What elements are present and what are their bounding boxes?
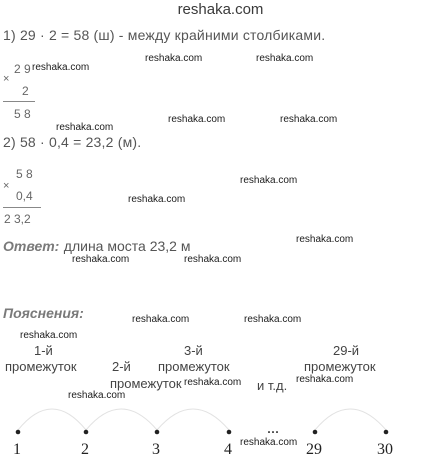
multiply-sign-2: ×	[3, 180, 10, 192]
explanation-label: Пояснения:	[3, 305, 84, 321]
watermark: reshaka.com	[280, 114, 338, 125]
answer-label: Ответ:	[3, 238, 60, 254]
post-label-3: 3	[152, 441, 160, 458]
segment-1-word: промежуток	[5, 359, 77, 374]
segment-3-number: 3-й	[184, 343, 203, 358]
multiply-sign-1: ×	[3, 73, 10, 85]
watermark: reshaka.com	[128, 194, 186, 205]
watermark: reshaka.com	[145, 53, 203, 64]
watermark: reshaka.com	[56, 122, 114, 133]
calc2-top: 5 8	[16, 167, 33, 181]
watermark: reshaka.com	[256, 53, 314, 64]
calc1-result: 5 8	[14, 107, 31, 121]
watermark: reshaka.com	[296, 234, 354, 245]
calc1-top: 2 9	[14, 62, 31, 76]
post-dot-3	[155, 430, 160, 435]
answer-text: длина моста 23,2 м	[63, 238, 191, 254]
watermark: reshaka.com	[168, 114, 226, 125]
solution-step-2: 2) 58 · 0,4 = 23,2 (м).	[3, 134, 142, 150]
calc2-bottom: 0,4	[16, 189, 33, 203]
post-label-1: 1	[13, 441, 21, 458]
segment-2-word: промежуток	[110, 376, 182, 391]
post-dot-4	[227, 430, 232, 435]
watermark: reshaka.com	[296, 374, 354, 385]
segment-29-number: 29-й	[333, 343, 360, 358]
segment-1-number: 1-й	[34, 343, 53, 358]
post-dot-2	[84, 430, 89, 435]
watermark: reshaka.com	[184, 254, 242, 265]
site-title[interactable]: reshaka.com	[177, 1, 264, 18]
ellipsis: ...	[267, 420, 279, 437]
solution-step-1: 1) 29 · 2 = 58 (ш) - между крайними столбиками.	[3, 27, 326, 43]
watermark: reshaka.com	[132, 314, 190, 325]
post-dot-1	[16, 430, 21, 435]
etc-label: и т.д.	[257, 378, 288, 393]
watermark: reshaka.com	[240, 437, 298, 448]
post-label-2: 2	[81, 441, 89, 458]
segment-29-word: промежуток	[304, 359, 376, 374]
post-label-4: 4	[224, 441, 232, 458]
segment-3-word: промежуток	[158, 359, 230, 374]
calc2-result: 2 3,2	[4, 212, 31, 226]
post-label-30: 30	[377, 441, 393, 458]
watermark: reshaka.com	[184, 377, 242, 388]
post-dot-30	[384, 430, 389, 435]
watermark: reshaka.com	[240, 175, 298, 186]
watermark: reshaka.com	[72, 254, 130, 265]
watermark: reshaka.com	[32, 62, 90, 73]
post-dot-29	[313, 430, 318, 435]
watermark: reshaka.com	[244, 314, 302, 325]
segment-2-number: 2-й	[112, 359, 131, 374]
watermark: reshaka.com	[20, 330, 78, 341]
watermark: reshaka.com	[68, 390, 126, 401]
post-label-29: 29	[306, 441, 322, 458]
calc1-bottom: 2	[22, 84, 29, 98]
